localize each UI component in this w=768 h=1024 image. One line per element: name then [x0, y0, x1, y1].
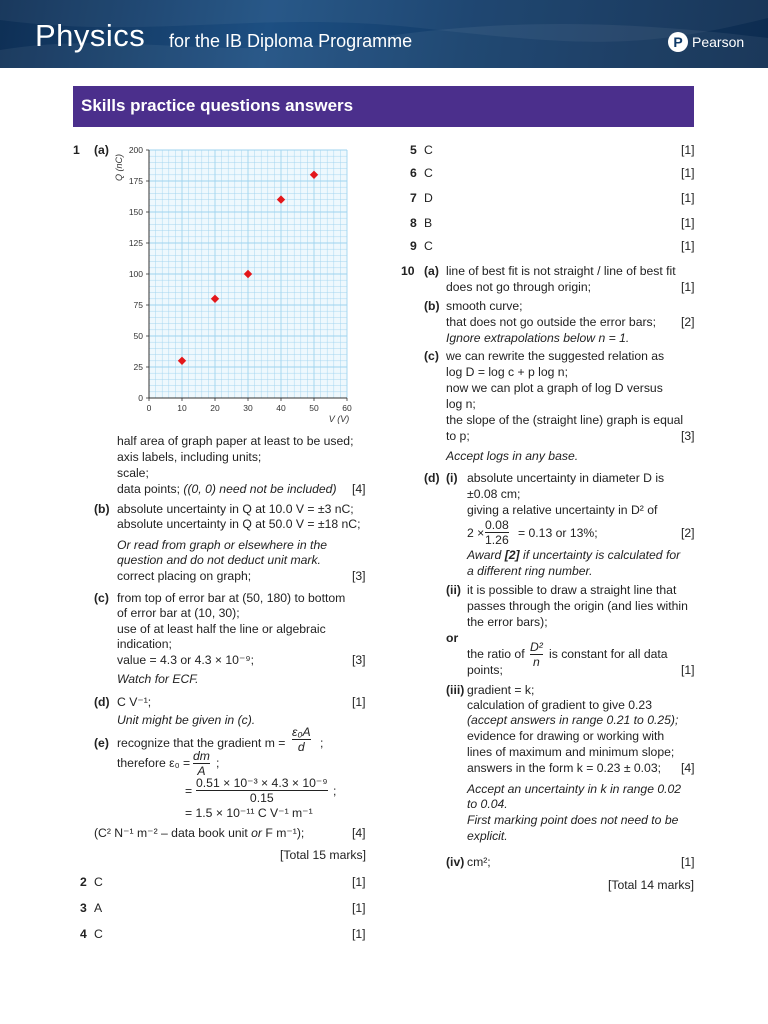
x-tick-label: 60 — [342, 403, 352, 413]
q1b-mark: [3] — [352, 569, 366, 583]
subpart-label: (iv) — [446, 855, 465, 869]
q1b-line-1: absolute uncertainty in Q at 10.0 V = ±3 nC; — [117, 502, 354, 516]
y-tick-label: 50 — [133, 331, 143, 341]
question-number: 6 — [410, 166, 417, 180]
q10diii-line-4: lines of maximum and minimum slope; — [467, 745, 675, 759]
mcq-mark: [1] — [681, 216, 695, 230]
x-axis-label: V (V) — [328, 414, 350, 424]
or-connector: or — [446, 631, 459, 645]
y-tick-label: 100 — [128, 269, 143, 279]
q1d-mark: [1] — [352, 695, 366, 709]
q10diii-line-5: answers in the form k = 0.23 ± 0.03; — [467, 761, 662, 775]
q10diii-italic-4: First marking point does not need to be — [467, 813, 679, 827]
subpart-label: (i) — [446, 471, 458, 485]
mcq-answer: C — [94, 875, 103, 889]
q10b-line-1: smooth curve; — [446, 299, 523, 313]
q1e-equals: = — [185, 784, 193, 798]
q1c-italic: Watch for ECF. — [117, 672, 199, 686]
y-tick-label: 25 — [133, 362, 143, 372]
q10di-line-2: ±0.08 cm; — [467, 487, 521, 501]
fraction-d2-over-n: $\frac{\text{D²}}{n}$ — [530, 640, 543, 669]
q1-total: [Total 15 marks] — [279, 848, 366, 862]
y-axis-label: Q (nC) — [114, 154, 124, 181]
x-tick-label: 50 — [309, 403, 319, 413]
q10diii-line-3: evidence for drawing or working with — [467, 729, 665, 743]
x-tick-label: 20 — [210, 403, 220, 413]
q10div-text: cm²; — [467, 855, 491, 869]
mcq-answer: B — [424, 216, 433, 230]
q10c-line-4: log n; — [446, 397, 476, 411]
question-number: 8 — [410, 216, 417, 230]
q1e-therefore: therefore ε₀ = — [117, 756, 191, 770]
y-tick-label: 150 — [128, 207, 143, 217]
part-label: (d) — [94, 695, 110, 709]
q10c-line-5: the slope of the (straight line) graph is equal — [446, 413, 684, 427]
q1e-result: = 1.5 × 10⁻¹¹ C V⁻¹ m⁻¹ — [185, 806, 313, 820]
q1b-italic-1: Or read from graph or elsewhere in the — [117, 538, 327, 552]
q1c-line-4: indication; — [117, 637, 172, 651]
y-tick-label: 0 — [138, 393, 143, 403]
y-tick-label: 175 — [128, 176, 143, 186]
part-label: (c) — [94, 591, 109, 605]
q1c-line-3: use of at least half the line or algebraic — [117, 622, 326, 636]
q1c-mark: [3] — [352, 653, 366, 667]
q10b-mark: [2] — [681, 315, 695, 329]
q10b-italic: Ignore extrapolations below n = 1. — [446, 331, 630, 345]
part-label: (a) — [424, 264, 439, 278]
q10a-mark: [1] — [681, 280, 695, 294]
part-label: (a) — [94, 143, 109, 157]
book-subtitle: for the IB Diploma Programme — [169, 31, 413, 51]
q10b-line-2: that does not go outside the error bars; — [446, 315, 657, 329]
x-tick-label: 10 — [177, 403, 187, 413]
mcq-mark: [1] — [352, 927, 366, 941]
q1c-line-2: of error bar at (10, 30); — [117, 606, 240, 620]
question-number: 3 — [80, 901, 87, 915]
q1b-italic-2: question and do not deduct unit mark. — [117, 553, 321, 567]
q10di-line-3: giving a relative uncertainty in D² of — [467, 503, 658, 517]
q10di-mark: [2] — [681, 526, 695, 540]
q1a-line-1: half area of graph paper at least to be used; — [117, 434, 354, 448]
publisher-name: Pearson — [692, 34, 745, 50]
q10diii-line-2: calculation of gradient to give 0.23 — [467, 698, 652, 712]
x-tick-label: 0 — [146, 403, 152, 413]
pearson-logo — [668, 32, 744, 52]
part-label: (d) — [424, 471, 440, 485]
fraction-calculation: $\frac{\text{0.51 × 10⁻³ × 4.3 × 10⁻⁹}}{0.15}$ — [196, 776, 328, 805]
y-tick-label: 200 — [128, 145, 143, 155]
q10di-italic-2: a different ring number. — [467, 564, 593, 578]
part-label: (b) — [94, 502, 110, 516]
section-header — [73, 86, 694, 127]
q1c-value: value = 4.3 or 4.3 × 10⁻⁹; — [117, 653, 255, 667]
q10div-mark: [1] — [681, 855, 695, 869]
q1a-mark: [4] — [352, 482, 366, 496]
q10c-mark: [3] — [681, 429, 695, 443]
q10a-line-1: line of best fit is not straight / line of best fit — [446, 264, 676, 278]
q10dii-line-5: points; — [467, 663, 503, 677]
q10dii-line-1: it is possible to draw a straight line that — [467, 583, 677, 597]
book-title: Physics — [35, 18, 146, 53]
y-tick-label: 75 — [133, 300, 143, 310]
fraction-0-08-over-1-26: $\frac{0.08}{1.26}$ — [485, 518, 509, 547]
mcq-answer: D — [424, 191, 433, 205]
q1a-line-2: axis labels, including units; — [117, 450, 262, 464]
q10c-line-3: now we can plot a graph of log D versus — [446, 381, 663, 395]
q1b-line-2: absolute uncertainty in Q at 50.0 V = ±18 nC; — [117, 517, 361, 531]
q1d-text: C V⁻¹; — [117, 695, 152, 709]
q10diii-italic-5: explicit. — [467, 829, 508, 843]
q10c-italic: Accept logs in any base. — [446, 449, 579, 463]
mcq-answer: A — [94, 901, 103, 915]
question-number: 2 — [80, 875, 87, 889]
subpart-label: (iii) — [446, 683, 465, 697]
q1e-semicolon-3: ; — [333, 784, 337, 798]
mcq-answer: C — [424, 239, 433, 253]
q10c-line-1: we can rewrite the suggested relation as — [446, 349, 665, 363]
x-tick-label: 30 — [243, 403, 253, 413]
q1e-semicolon: ; — [320, 736, 324, 750]
mcq-mark: [1] — [681, 239, 695, 253]
q1a-line-4: data points; ((0, 0) need not be included) — [117, 482, 337, 496]
subpart-label: (ii) — [446, 583, 461, 597]
fraction-dm-over-a: $\frac{dm}{A}$ — [193, 749, 210, 778]
section-title: Skills practice questions answers — [81, 96, 354, 115]
q10diii-line-1: gradient = k; — [467, 683, 535, 697]
mcq-answer: C — [424, 166, 433, 180]
mcq-mark: [1] — [681, 166, 695, 180]
q1e-semicolon-2: ; — [216, 756, 220, 770]
q10c-line-2: log D = log c + p log n; — [446, 365, 568, 379]
q10diii-italic-1: (accept answers in range 0.21 to 0.25); — [467, 713, 679, 727]
q10diii-italic-3: to 0.04. — [467, 797, 508, 811]
question-number: 7 — [410, 191, 417, 205]
mcq-answer: C — [94, 927, 103, 941]
q1b-line-3: correct placing on graph; — [117, 569, 252, 583]
q1d-italic: Unit might be given in (c). — [117, 713, 256, 727]
question-number: 9 — [410, 239, 417, 253]
part-label: (c) — [424, 349, 439, 363]
mcq-mark: [1] — [681, 143, 695, 157]
q10dii-mark: [1] — [681, 663, 695, 677]
q10a-line-2: does not go through origin; — [446, 280, 592, 294]
q1c-line-1: from top of error bar at (50, 180) to bottom — [117, 591, 346, 605]
q1a-line-3: scale; — [117, 466, 149, 480]
q1e-mark: [4] — [352, 826, 366, 840]
question-number: 4 — [80, 927, 87, 941]
q10c-line-6: to p; — [446, 429, 470, 443]
q10di-line-1: absolute uncertainty in diameter D is — [467, 471, 665, 485]
question-number: 10 — [401, 264, 415, 278]
q10diii-italic-2: Accept an uncertainty in k in range 0.02 — [467, 782, 682, 796]
q10di-pre: 2 × — [467, 526, 485, 540]
q10-total: [Total 14 marks] — [607, 878, 694, 892]
q10di-italic-1: Award [2] if uncertainty is calculated for — [467, 548, 681, 562]
mcq-mark: [1] — [681, 191, 695, 205]
q10dii-line-3: the error bars); — [467, 615, 548, 629]
part-label: (e) — [94, 736, 109, 750]
q1e-recognize: recognize that the gradient m = — [117, 736, 286, 750]
question-number: 5 — [410, 143, 417, 157]
mcq-answer: C — [424, 143, 433, 157]
mcq-mark: [1] — [352, 901, 366, 915]
y-tick-label: 125 — [128, 238, 143, 248]
fraction-eps-a-over-d: $\frac{\text{ε₀A}}{d}$ — [292, 725, 311, 754]
q10di-post: = 0.13 or 13%; — [518, 526, 598, 540]
mcq-mark: [1] — [352, 875, 366, 889]
q10dii-line-2: passes through the origin (and lies within — [467, 599, 688, 613]
x-tick-label: 40 — [276, 403, 286, 413]
q1e-unit-note: (C² N⁻¹ m⁻² – data book unit or F m⁻¹); — [94, 826, 305, 840]
pearson-p-icon: P — [668, 32, 688, 52]
question-number: 1 — [73, 143, 80, 157]
part-label: (b) — [424, 299, 440, 313]
graph-q-vs-v — [105, 140, 365, 430]
top-banner — [0, 0, 768, 68]
q10dii-ratio-post: is constant for all data — [549, 647, 668, 661]
q10diii-mark: [4] — [681, 761, 695, 775]
q10dii-ratio-pre: the ratio of — [467, 647, 525, 661]
